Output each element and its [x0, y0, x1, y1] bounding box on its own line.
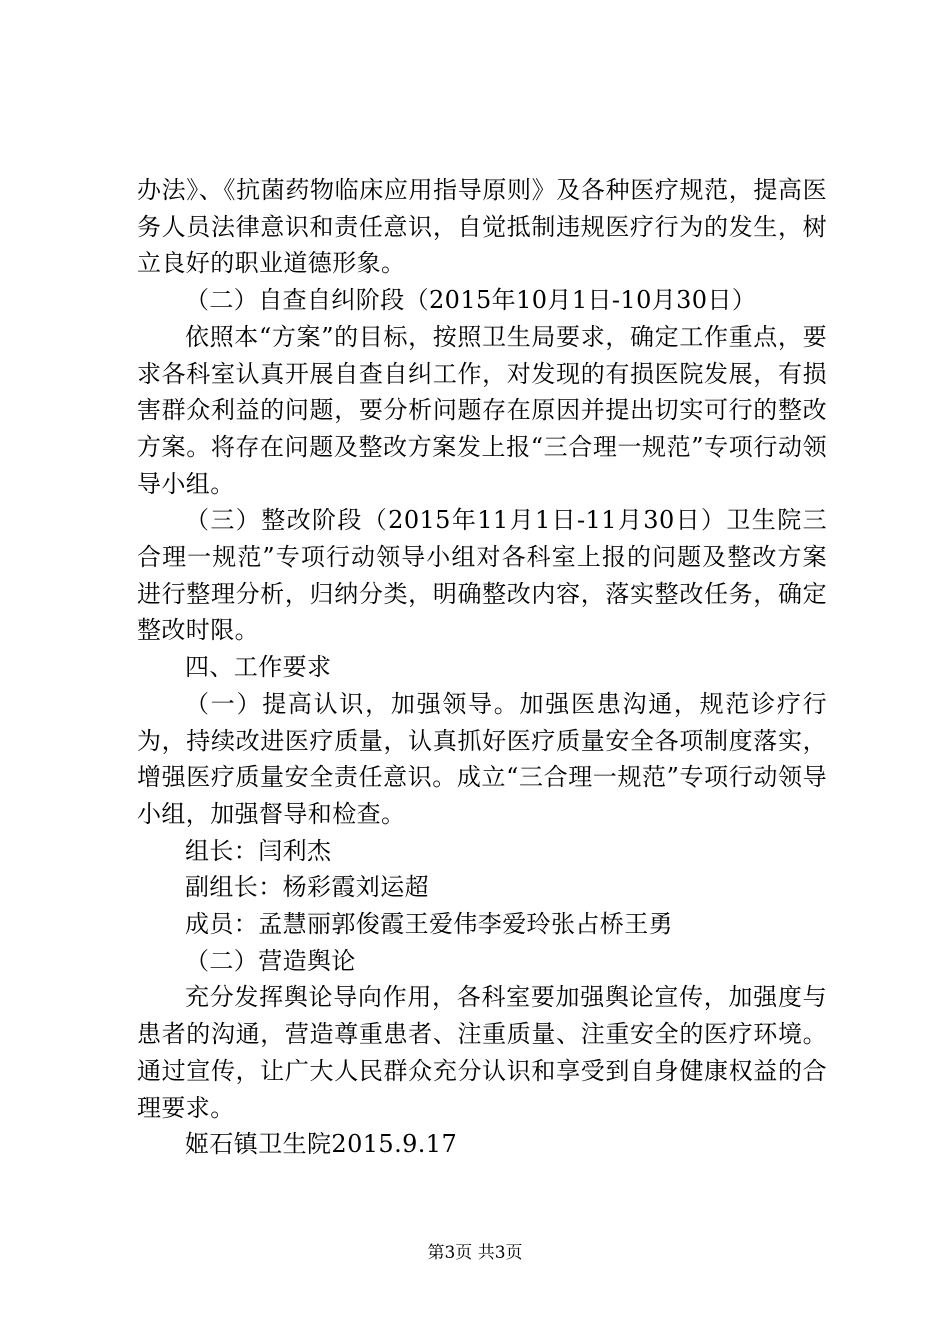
page-footer [0, 1243, 950, 1263]
document-body [137, 172, 827, 1163]
paragraph-intro-continued: 办法》、《抗菌药物临床应用指导原则》及各种医疗规范，提高医务人员法律意识和责任意识，自觉抵制违规医疗行为的发生，树立良好的职业道德形象。 [137, 176, 827, 278]
deputy-leader-line: 副组长：杨彩霞刘运超 [185, 873, 429, 902]
members-line: 成员：孟慧丽郭俊霞王爱伟李爱玲张占桥王勇 [185, 910, 673, 939]
heading-self-check-stage: （二）自查自纠阶段（2015年10月1日-10月30日） [185, 286, 757, 315]
paragraph-rectification-stage: （三）整改阶段（2015年11月1日-11月30日）卫生院三合理一规范”专项行动领导小组对各科室上报的问题及整改方案进行整理分析，归纳分类，明确整改内容，落实整改任务，确定整改时限。 [137, 506, 827, 645]
paragraph-public-opinion: 充分发挥舆论导向作用，各科室要加强舆论宣传，加强度与患者的沟通，营造尊重患者、注重质量、注重安全的医疗环境。通过宣传，让广大人民群众充分认识和享受到自身健康权益的合理要求。 [137, 983, 827, 1122]
team-leader-line: 组长：闫利杰 [185, 836, 332, 865]
paragraph-leadership: （一）提高认识，加强领导。加强医患沟通，规范诊疗行为，持续改进医疗质量，认真抓好医疗质量安全各项制度落实，增强医疗质量安全责任意识。成立“三合理一规范”专项行动领导小组，加强督导和检查。 [137, 689, 827, 828]
signature-line: 姬石镇卫生院2015.9.17 [185, 1130, 458, 1159]
heading-public-opinion: （二）营造舆论 [185, 946, 356, 975]
heading-work-requirements: 四、工作要求 [185, 653, 332, 682]
page-number-label: 第3页 共3页 [427, 1243, 523, 1263]
paragraph-self-check: 依照本“方案”的目标，按照卫生局要求，确定工作重点，要求各科室认真开展自查自纠工作，对发现的有损医院发展，有损害群众利益的问题，要分析问题存在原因并提出切实可行的整改方案。将存在问题及整改方案发上报“三合理一规范”专项行动领导小组。 [137, 322, 827, 498]
